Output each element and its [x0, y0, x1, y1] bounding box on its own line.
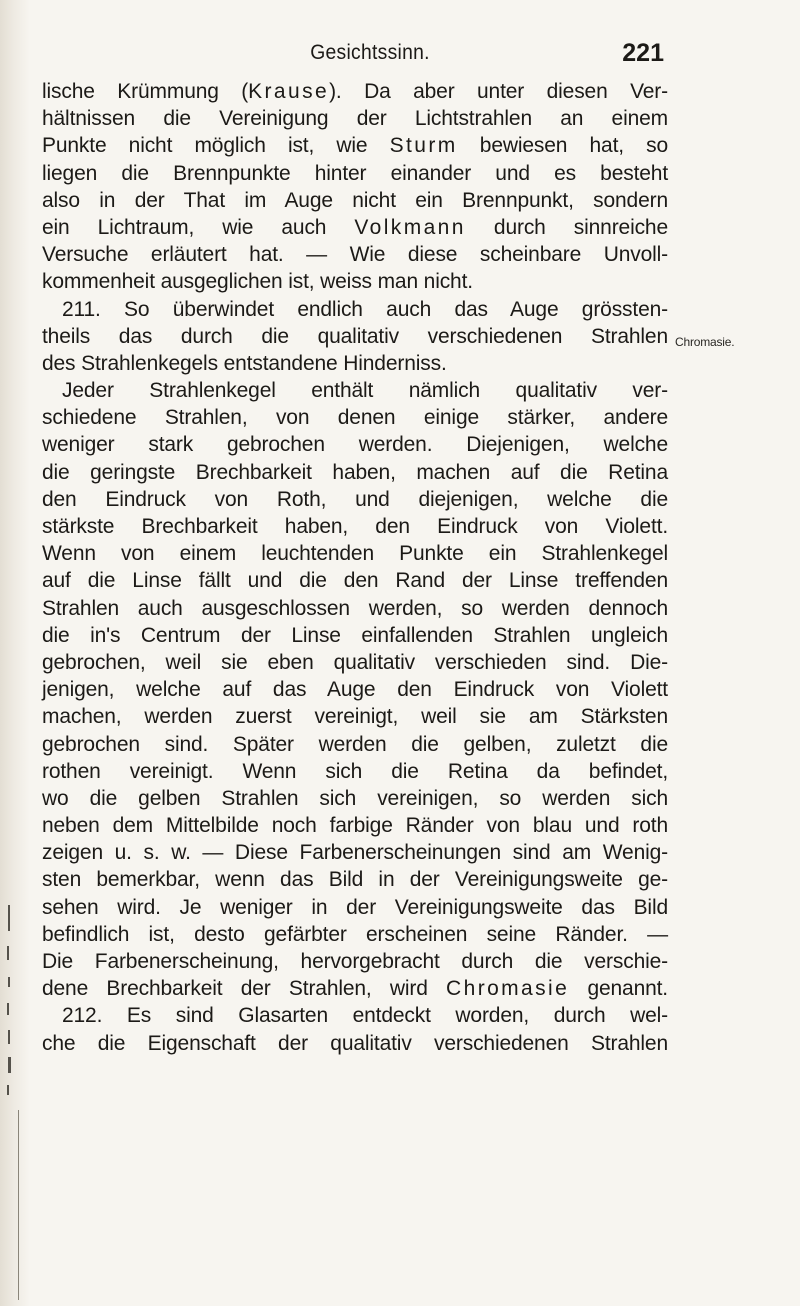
- text-run: sten bemerkbar, wenn das Bild in der Vereinigungsweite ge-: [42, 868, 668, 892]
- text-line: [42, 567, 668, 594]
- text-run: lische Krümmung (: [42, 80, 249, 103]
- text-line: [42, 921, 668, 948]
- text-line: [42, 377, 668, 404]
- emphasized-name: Volkmann: [354, 215, 466, 239]
- text-run: gebrochen, weil sie eben qualitativ verschieden sind. Die-: [42, 650, 668, 674]
- text-run: neben dem Mittelbilde noch farbige Ränder von blau und roth: [42, 814, 668, 838]
- text-line: [42, 459, 668, 486]
- text-run: theils das durch die qualitativ verschiedenen Strahlen: [42, 324, 668, 348]
- text-run: Punkte nicht möglich ist, wie: [42, 134, 390, 158]
- text-run: liegen die Brennpunkte hinter einander und es besteht: [42, 161, 668, 185]
- text-line: [42, 758, 668, 785]
- page-edge-marks: [0, 0, 30, 1306]
- text-line: [42, 703, 668, 730]
- text-line: [42, 350, 668, 377]
- text-line: [42, 431, 668, 458]
- text-run: kommenheit ausgeglichen ist, weiss man nicht.: [42, 270, 473, 294]
- text-run: die in's Centrum der Linse einfallenden Strahlen ungleich: [42, 623, 668, 647]
- text-line: [42, 1002, 668, 1029]
- text-run: ). Da aber unter diesen Ver-: [329, 80, 668, 103]
- text-line: [42, 323, 668, 350]
- text-line: [42, 160, 668, 187]
- text-run: genannt.: [569, 977, 668, 1001]
- text-line: [42, 241, 668, 268]
- text-run: Wenn von einem leuchtenden Punkte ein Strahlenkegel: [42, 542, 668, 566]
- text-line: [42, 187, 668, 214]
- text-line: [42, 649, 668, 676]
- text-run: zeigen u. s. w. — Diese Farbenerscheinungen sind am Wenig-: [42, 841, 668, 865]
- text-run: Die Farbenerscheinung, hervorgebracht durch die verschie-: [42, 950, 668, 973]
- text-line: [42, 975, 668, 1002]
- text-line: [42, 268, 668, 295]
- text-run: hältnissen die Vereinigung der Lichtstrahlen an einem: [42, 107, 668, 131]
- text-line: [42, 731, 668, 758]
- text-run: ein Lichtraum, wie auch: [42, 215, 355, 239]
- text-run: schiedene Strahlen, von denen einige stärker, andere: [42, 406, 668, 430]
- emphasized-name: Krause: [248, 80, 330, 103]
- text-run: 211. So überwindet endlich auch das Auge grössten-: [62, 297, 668, 321]
- text-line: [42, 296, 668, 323]
- text-run: rothen vereinigt. Wenn sich die Retina da befindet,: [42, 759, 668, 783]
- text-run: durch sinnreiche: [465, 215, 668, 239]
- text-line: [42, 132, 668, 159]
- text-run: dene Brechbarkeit der Strahlen, wird: [42, 977, 447, 1001]
- body-text: [42, 78, 668, 1057]
- text-run: 212. Es sind Glasarten entdeckt worden, durch wel-: [62, 1004, 668, 1028]
- text-run: Jeder Strahlenkegel enthält nämlich qualitativ ver-: [62, 379, 668, 403]
- text-run: den Eindruck von Roth, und diejenigen, welche die: [42, 487, 668, 511]
- text-line: [42, 785, 668, 812]
- text-line: [42, 866, 668, 893]
- running-head: [0, 38, 800, 72]
- text-line: [42, 839, 668, 866]
- text-line: [42, 948, 668, 975]
- text-run: also in der That im Auge nicht ein Brennpunkt, sondern: [42, 188, 668, 212]
- text-line: [42, 676, 668, 703]
- text-run: gebrochen sind. Später werden die gelben, zuletzt die: [42, 732, 668, 756]
- text-run: bewiesen hat, so: [457, 134, 669, 158]
- text-line: [42, 78, 668, 105]
- text-line: [42, 513, 668, 540]
- page-number: 221: [622, 39, 664, 67]
- text-run: stärkste Brechbarkeit haben, den Eindruck von Violett.: [42, 515, 668, 538]
- text-run: sehen wird. Je weniger in der Vereinigungsweite das Bild: [42, 895, 668, 919]
- text-line: [42, 105, 668, 132]
- emphasized-name: Chromasie: [446, 977, 570, 1001]
- text-run: befindlich ist, desto gefärbter erscheinen seine Ränder. —: [42, 922, 668, 946]
- text-run: machen, werden zuerst vereinigt, weil sie am Stärksten: [42, 705, 668, 729]
- emphasized-name: Sturm: [389, 134, 458, 158]
- text-run: des Strahlenkegels entstandene Hinderniss.: [42, 351, 447, 375]
- text-run: Versuche erläutert hat. — Wie diese scheinbare Unvoll-: [42, 243, 668, 267]
- text-line: [42, 622, 668, 649]
- text-run: die geringste Brechbarkeit haben, machen auf die Retina: [42, 460, 668, 484]
- margin-note-chromasie: Chromasie.: [675, 335, 735, 349]
- text-run: wo die gelben Strahlen sich vereinigen, so werden sich: [42, 786, 668, 810]
- text-run: weniger stark gebrochen werden. Diejenigen, welche: [42, 433, 668, 457]
- text-line: [42, 404, 668, 431]
- text-line: [42, 595, 668, 622]
- text-line: [42, 486, 668, 513]
- text-line: [42, 1030, 668, 1057]
- running-head-title: Gesichtssinn.: [310, 41, 430, 64]
- text-run: Strahlen auch ausgeschlossen werden, so werden dennoch: [42, 596, 668, 620]
- text-run: auf die Linse fällt und die den Rand der Linse treffenden: [42, 569, 668, 593]
- text-line: [42, 540, 668, 567]
- text-run: jenigen, welche auf das Auge den Eindruck von Violett: [42, 678, 668, 702]
- text-run: che die Eigenschaft der qualitativ verschiedenen Strahlen: [42, 1031, 668, 1055]
- text-line: [42, 812, 668, 839]
- text-line: [42, 894, 668, 921]
- text-line: [42, 214, 668, 241]
